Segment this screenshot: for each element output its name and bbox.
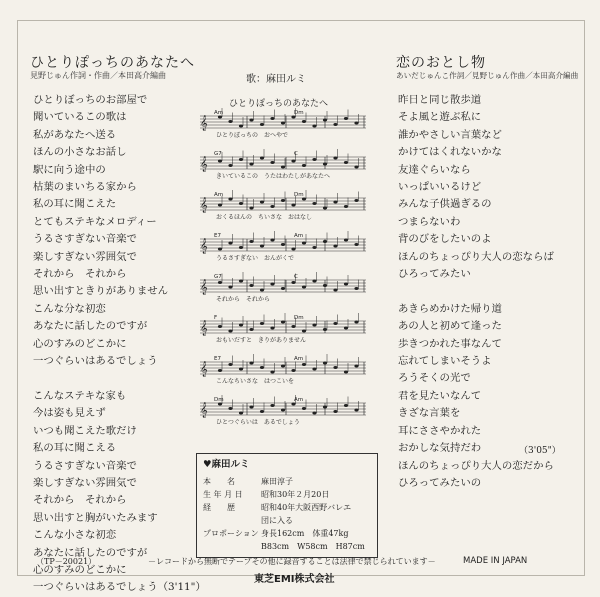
profile-value: B83cm W58cm H87cm bbox=[261, 542, 365, 551]
chord-symbol: F bbox=[214, 315, 218, 321]
note-head bbox=[260, 289, 264, 292]
catalog-number: （TP－20021） bbox=[36, 557, 97, 566]
note-head bbox=[239, 158, 243, 161]
lyric-line: 歩きつかれた事なんて bbox=[398, 337, 502, 350]
lyric-line: 枯葉のまいちる家から bbox=[33, 181, 137, 194]
lyric-line: あの人と初めて逢った bbox=[398, 320, 502, 333]
lyric-line: ひとりぼっちのお部屋で bbox=[33, 94, 148, 106]
note-head bbox=[344, 205, 348, 208]
note-head bbox=[291, 204, 295, 207]
left-song-title: ひとりぽっちのあなたへ bbox=[30, 55, 195, 71]
note-head bbox=[260, 123, 264, 126]
note-head bbox=[281, 321, 285, 324]
lyric-line: 忘れてしまいそうよ bbox=[398, 355, 492, 368]
note-head bbox=[302, 407, 306, 410]
note-head bbox=[218, 369, 222, 372]
note-head bbox=[281, 199, 285, 202]
lyric-line: あきらめかけた帰り道 bbox=[398, 302, 502, 315]
profile-value: 昭和30年２月20日 bbox=[261, 490, 330, 499]
note-head bbox=[249, 207, 253, 210]
lyric-line: ほんの小さなお話し bbox=[33, 146, 127, 159]
left-lyrics bbox=[33, 92, 206, 597]
copyright-notice: －レコードから無断でテープその他に録音することは法律で禁じられています－ bbox=[148, 557, 436, 566]
note-head bbox=[218, 281, 222, 284]
lyric-line: こんなステキな家も bbox=[33, 389, 127, 402]
score-title: ひとりぽっちのあなたへ bbox=[229, 99, 329, 109]
profile-key: 経 歴 bbox=[203, 503, 235, 512]
note-head bbox=[323, 163, 327, 166]
stanza-gap bbox=[33, 371, 206, 388]
lyric-line: 私があなたへ送る bbox=[33, 128, 117, 141]
note-head bbox=[333, 245, 337, 248]
profile-value: 身長162cm 体重47kg bbox=[261, 529, 349, 538]
note-head bbox=[344, 404, 348, 407]
note-head bbox=[312, 158, 316, 161]
sheet-music bbox=[198, 108, 370, 438]
treble-clef: 𝄞 bbox=[200, 362, 208, 377]
note-head bbox=[333, 289, 337, 292]
lyric-line: 思い出すときりがありません bbox=[33, 285, 169, 298]
profile-key: プロポーション bbox=[203, 529, 259, 538]
profile-value: 団に入る bbox=[261, 516, 293, 525]
note-head bbox=[312, 324, 316, 327]
chord-symbol: G7 bbox=[214, 151, 222, 157]
note-head bbox=[249, 362, 253, 365]
chord-symbol: Am bbox=[214, 110, 224, 116]
note-head bbox=[260, 322, 264, 325]
note-head bbox=[260, 245, 264, 248]
lyric-line: 私の耳に聞こえた bbox=[33, 198, 117, 211]
note-head bbox=[218, 160, 222, 163]
lyric-line: いつも聞こえた歌だけ bbox=[33, 424, 137, 437]
right-lyrics bbox=[398, 92, 554, 492]
profile-key bbox=[203, 540, 261, 553]
note-head bbox=[228, 164, 232, 167]
note-head bbox=[344, 283, 348, 286]
profile-row bbox=[203, 514, 371, 527]
chord-symbol: Am bbox=[294, 233, 304, 239]
lyric-line: とてもステキなメロディー bbox=[33, 215, 157, 228]
note-head bbox=[218, 204, 222, 207]
note-head bbox=[260, 366, 264, 369]
note-head bbox=[249, 240, 253, 243]
lyric-line: 聞いているこの歌は bbox=[33, 111, 127, 124]
note-head bbox=[260, 410, 264, 413]
score-lyric: うるさすぎない おんがくで bbox=[216, 255, 295, 262]
lyric-line: うるさすぎない音楽で bbox=[33, 233, 137, 246]
lyric-line: ほんのちょっぴり大人の恋ならば bbox=[398, 250, 554, 263]
lyric-line: つまらないわ bbox=[398, 215, 461, 228]
note-head bbox=[302, 286, 306, 289]
note-head bbox=[291, 248, 295, 251]
profile-value: 昭和40年大阪西野バレエ bbox=[261, 503, 352, 512]
lyric-line: 一つぐらいはあるでしょう bbox=[33, 355, 158, 368]
note-head bbox=[228, 407, 232, 410]
profile-row bbox=[203, 540, 371, 553]
lyric-line: あなたに話したのですが bbox=[33, 546, 148, 559]
profile-row bbox=[203, 488, 371, 501]
stanza-gap bbox=[398, 283, 554, 300]
note-head bbox=[228, 363, 232, 366]
made-in-japan: MADE IN JAPAN bbox=[463, 556, 528, 566]
note-head bbox=[302, 363, 306, 366]
note-head bbox=[291, 281, 295, 284]
note-head bbox=[323, 284, 327, 287]
note-head bbox=[302, 120, 306, 123]
score-lyric: それから それから bbox=[216, 296, 271, 303]
profile-row bbox=[203, 527, 371, 540]
lyric-line: 背のびをしたいのよ bbox=[398, 233, 492, 246]
note-head bbox=[270, 371, 274, 374]
note-head bbox=[312, 280, 316, 283]
lyric-line: それから それから bbox=[33, 494, 127, 507]
chord-symbol: C bbox=[294, 274, 298, 280]
chord-symbol: C bbox=[294, 151, 298, 157]
note-head bbox=[354, 287, 358, 290]
note-head bbox=[239, 280, 243, 283]
right-duration: （3'05"） bbox=[519, 446, 561, 456]
lyric-line: 一つぐらいはあるでしょう（3'11"） bbox=[33, 581, 206, 594]
score-lyric: ひとりぼっちの おへやで bbox=[216, 132, 289, 139]
left-song-credit: 見野じゅん作詞・作曲／本田高介編曲 bbox=[30, 71, 166, 80]
lyric-line: 思い出すと胸がいたみます bbox=[33, 511, 158, 524]
lyric-line: 友達ぐらいなら bbox=[398, 163, 471, 176]
chord-symbol: Dm bbox=[294, 192, 304, 198]
chord-symbol: Dm bbox=[214, 397, 224, 403]
lyric-line: ほんのちょっぴり大人の恋だから bbox=[398, 459, 554, 472]
score-lyric: おもいだすと きりがありません bbox=[216, 337, 307, 344]
chord-symbol: Am bbox=[294, 397, 304, 403]
treble-clef: 𝄞 bbox=[200, 403, 208, 418]
note-head bbox=[281, 287, 285, 290]
chord-symbol: E7 bbox=[214, 356, 221, 362]
note-head bbox=[291, 325, 295, 328]
note-head bbox=[228, 198, 232, 201]
lyric-line: みんな子供過ぎるの bbox=[398, 198, 492, 211]
lyric-line: それから それから bbox=[33, 268, 127, 281]
score-lyric: こんなちいさな はつこいを bbox=[216, 378, 295, 385]
lyric-line: 私の耳に聞こえる bbox=[33, 442, 117, 455]
note-head bbox=[270, 239, 274, 242]
note-head bbox=[354, 365, 358, 368]
note-head bbox=[333, 322, 337, 325]
profile-key: 本 名 bbox=[203, 477, 235, 486]
note-head bbox=[239, 246, 243, 249]
note-head bbox=[228, 286, 232, 289]
note-head bbox=[260, 157, 264, 160]
chord-symbol: E7 bbox=[214, 233, 221, 239]
lyric-line: いっぱいいるけど bbox=[398, 181, 482, 194]
artist-name: ♥麻田ルミ bbox=[203, 459, 250, 470]
note-head bbox=[270, 283, 274, 286]
note-head bbox=[323, 119, 327, 122]
note-head bbox=[228, 120, 232, 123]
lyric-line: 楽しすぎない雰囲気で bbox=[33, 250, 137, 263]
lyric-line: うるさすぎない音楽で bbox=[33, 459, 137, 472]
chord-symbol: Dm bbox=[294, 110, 304, 116]
lyric-line: ろうそくの光で bbox=[398, 372, 471, 385]
lyric-line: 心のすみのどこかに bbox=[33, 337, 127, 350]
note-head bbox=[354, 321, 358, 324]
treble-clef: 𝄞 bbox=[200, 239, 208, 254]
note-head bbox=[312, 202, 316, 205]
note-head bbox=[291, 160, 295, 163]
note-head bbox=[249, 119, 253, 122]
note-head bbox=[333, 123, 337, 126]
treble-clef: 𝄞 bbox=[200, 116, 208, 131]
note-head bbox=[333, 201, 337, 204]
profile-row bbox=[203, 475, 371, 488]
treble-clef: 𝄞 bbox=[200, 157, 208, 172]
lyric-line: 昨日と同じ散歩道 bbox=[398, 94, 482, 106]
note-head bbox=[354, 409, 358, 412]
note-head bbox=[354, 166, 358, 169]
note-head bbox=[249, 163, 253, 166]
note-head bbox=[281, 122, 285, 125]
chord-symbol: Am bbox=[214, 192, 224, 198]
profile-row bbox=[203, 501, 371, 514]
note-head bbox=[270, 404, 274, 407]
note-head bbox=[249, 284, 253, 287]
note-head bbox=[312, 246, 316, 249]
note-head bbox=[344, 117, 348, 120]
note-head bbox=[333, 366, 337, 369]
lyric-line: ひろってみたいの bbox=[398, 476, 482, 489]
note-head bbox=[270, 327, 274, 330]
note-head bbox=[249, 328, 253, 331]
note-head bbox=[239, 202, 243, 205]
note-head bbox=[270, 205, 274, 208]
note-head bbox=[260, 201, 264, 204]
lyric-line: きざな言葉を bbox=[398, 407, 461, 420]
treble-clef: 𝄞 bbox=[200, 280, 208, 295]
profile-rows bbox=[203, 475, 371, 553]
note-head bbox=[344, 371, 348, 374]
profile-key bbox=[203, 514, 261, 527]
note-head bbox=[270, 161, 274, 164]
singer-credit: 歌：麻田ルミ bbox=[246, 74, 306, 85]
chord-symbol: Am bbox=[294, 356, 304, 362]
lyric-line: 君を見たいなんて bbox=[398, 389, 482, 402]
lyric-line: 今は姿も見えず bbox=[33, 407, 106, 420]
note-head bbox=[281, 409, 285, 412]
note-head bbox=[239, 125, 243, 128]
right-song-title: 恋のおとし物 bbox=[396, 55, 486, 71]
note-head bbox=[344, 327, 348, 330]
lyric-line: かけてはくれないかな bbox=[398, 146, 502, 159]
note-head bbox=[249, 406, 253, 409]
note-head bbox=[302, 242, 306, 245]
lyric-line: 楽しすぎない雰囲気で bbox=[33, 476, 137, 489]
company-name: 東芝EMI株式会社 bbox=[254, 574, 335, 585]
note-head bbox=[323, 362, 327, 365]
note-head bbox=[354, 199, 358, 202]
note-head bbox=[302, 164, 306, 167]
note-head bbox=[333, 157, 337, 160]
note-head bbox=[323, 406, 327, 409]
chord-symbol: G7 bbox=[214, 274, 222, 280]
note-head bbox=[281, 365, 285, 368]
chord-symbol: Dm bbox=[294, 315, 304, 321]
note-head bbox=[281, 166, 285, 169]
note-head bbox=[228, 242, 232, 245]
note-head bbox=[239, 412, 243, 415]
note-head bbox=[312, 125, 316, 128]
note-head bbox=[312, 368, 316, 371]
right-song-credit: あいだじゅんこ作詞／見野じゅん作曲／本田高介編曲 bbox=[396, 71, 579, 80]
note-head bbox=[281, 243, 285, 246]
note-head bbox=[344, 239, 348, 242]
note-head bbox=[354, 243, 358, 246]
note-head bbox=[312, 412, 316, 415]
lyric-line: そよ風と遊ぶ私に bbox=[398, 111, 482, 124]
note-head bbox=[354, 122, 358, 125]
note-head bbox=[270, 117, 274, 120]
note-head bbox=[291, 369, 295, 372]
note-head bbox=[302, 330, 306, 333]
score-lyric: おくるほんの ちいさな おはなし bbox=[216, 214, 313, 221]
lyric-line: ひろってみたい bbox=[398, 268, 471, 281]
lyric-line: 耳にささやかれた bbox=[398, 424, 482, 437]
artist-profile bbox=[196, 453, 378, 558]
note-head bbox=[228, 330, 232, 333]
note-head bbox=[344, 161, 348, 164]
note-head bbox=[323, 240, 327, 243]
note-head bbox=[218, 325, 222, 328]
treble-clef: 𝄞 bbox=[200, 198, 208, 213]
note-head bbox=[333, 410, 337, 413]
lyric-line: おかしな気持だわ bbox=[398, 442, 482, 455]
treble-clef: 𝄞 bbox=[200, 321, 208, 336]
lyric-line: あなたに話したのですが bbox=[33, 320, 148, 333]
profile-value: 麻田淳子 bbox=[261, 477, 293, 486]
note-head bbox=[239, 368, 243, 371]
lyric-line: こんな小さな初恋 bbox=[33, 529, 117, 542]
score-lyric: ひとつぐらいは あるでしょう bbox=[216, 419, 300, 426]
lyric-line: 誰かやさしい言葉など bbox=[398, 128, 502, 141]
lyric-line: 心のすみのどこかに bbox=[33, 563, 127, 576]
note-head bbox=[218, 248, 222, 251]
score-lyric: きいているこの うたはわたしがあなたへ bbox=[216, 173, 331, 180]
note-head bbox=[239, 324, 243, 327]
note-head bbox=[323, 328, 327, 331]
lyric-line: 駅に向う途中の bbox=[33, 163, 106, 176]
profile-key: 生 年 月 日 bbox=[203, 490, 243, 499]
lyric-line: こんな分な初恋 bbox=[33, 302, 106, 315]
note-head bbox=[323, 207, 327, 210]
